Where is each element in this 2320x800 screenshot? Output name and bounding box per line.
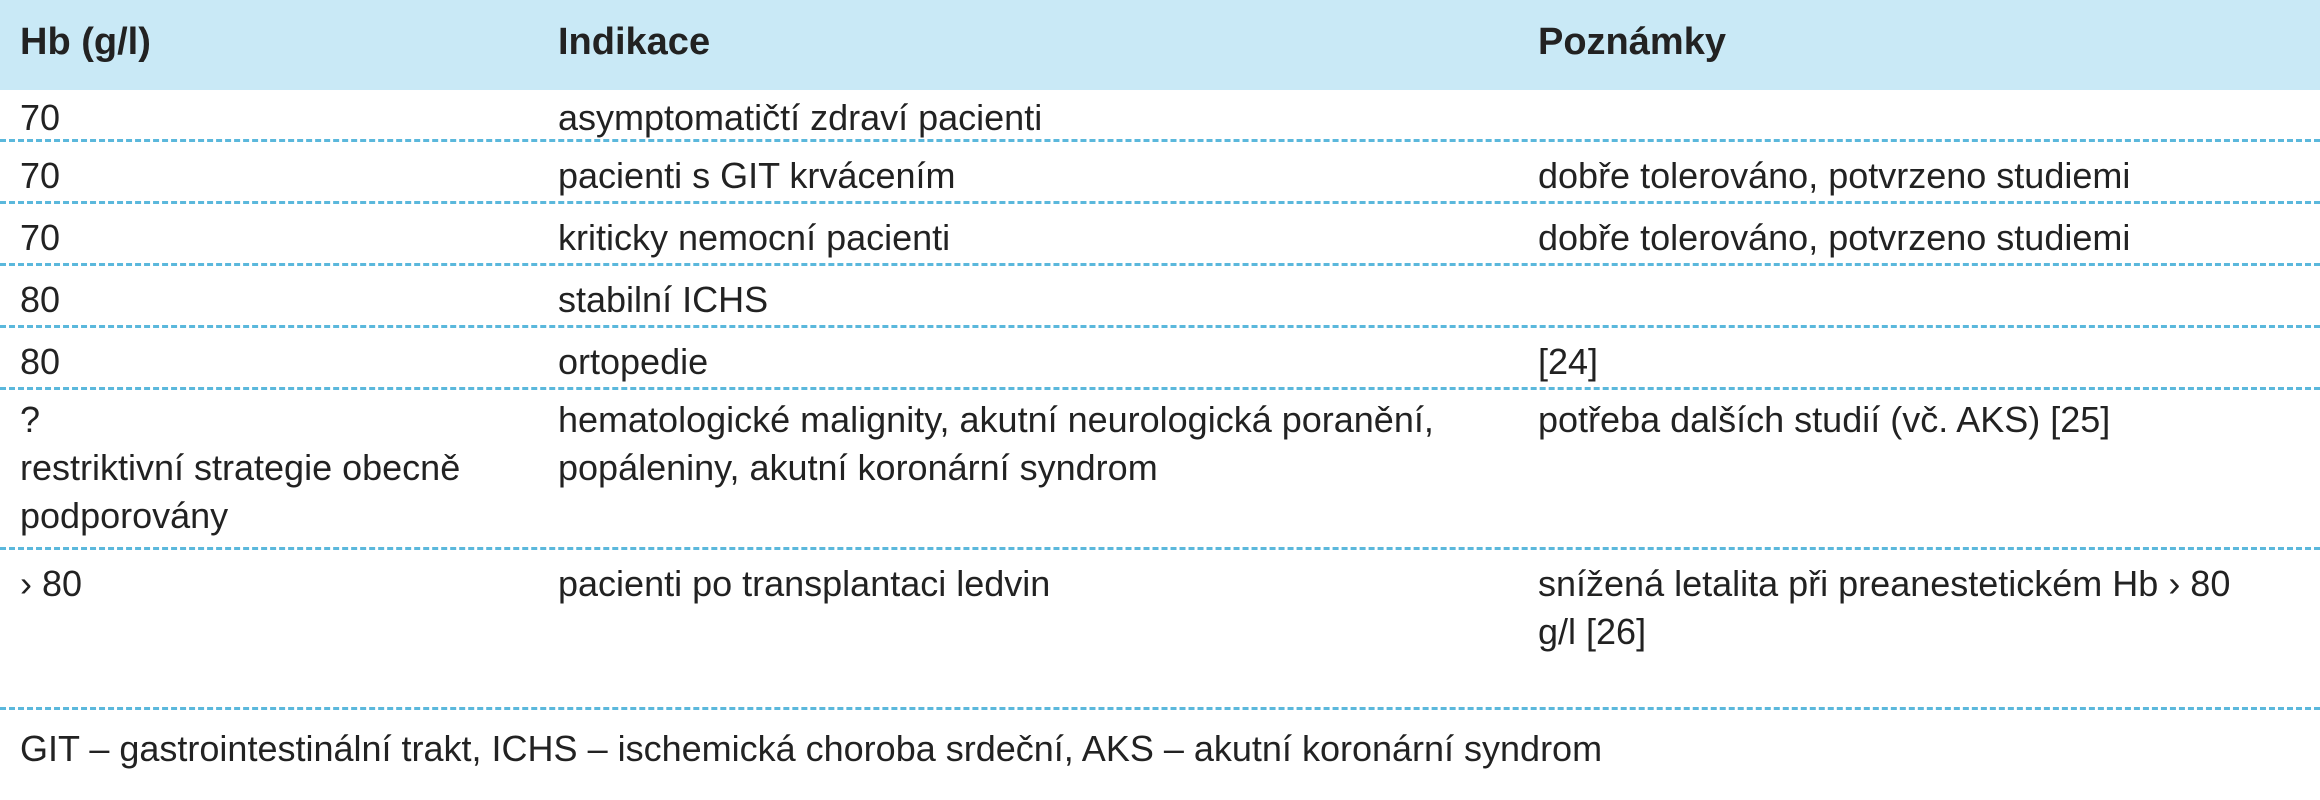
cell-indikace: stabilní ICHS <box>558 279 769 320</box>
cell-indikace: hematologické malignity, akutní neurologická poranění, popáleniny, akutní koronární syndrom <box>558 399 1434 488</box>
table-row <box>0 328 2320 390</box>
table-row <box>0 266 2320 328</box>
cell-hb: ? restriktivní strategie obecně podporovány <box>20 399 461 536</box>
cell-hb: 70 <box>20 155 61 196</box>
cell-poznamky: dobře tolerováno, potvrzeno studiemi <box>1538 217 2131 258</box>
cell-indikace: ortopedie <box>558 341 709 382</box>
header-poznamky: Poznámky <box>1538 21 1726 63</box>
cell-hb: › 80 <box>20 563 83 604</box>
cell-poznamky: [24] <box>1538 341 1599 382</box>
table-row <box>0 142 2320 204</box>
table-row <box>0 550 2320 710</box>
cell-indikace: kriticky nemocní pacienti <box>558 217 951 258</box>
table-footnote: GIT – gastrointestinální trakt, ICHS – ischemická choroba srdeční, AKS – akutní koronární syndrom <box>20 728 1603 769</box>
table-row <box>0 204 2320 266</box>
cell-hb: 70 <box>20 97 61 138</box>
cell-poznamky: potřeba dalších studií (vč. AKS) [25] <box>1538 399 2111 440</box>
header-hb: Hb (g/l) <box>20 21 151 63</box>
cell-indikace: asymptomatičtí zdraví pacienti <box>558 97 1043 138</box>
header-indikace: Indikace <box>558 21 711 63</box>
cell-poznamky: dobře tolerováno, potvrzeno studiemi <box>1538 155 2131 196</box>
cell-poznamky: snížená letalita při preanestetickém Hb › 80 g/l [26] <box>1538 563 2231 652</box>
cell-hb: 80 <box>20 279 61 320</box>
table-row <box>0 90 2320 142</box>
table-row <box>0 390 2320 550</box>
cell-hb: 70 <box>20 217 61 258</box>
cell-indikace: pacienti s GIT krvácením <box>558 155 956 196</box>
cell-indikace: pacienti po transplantaci ledvin <box>558 563 1051 604</box>
cell-hb: 80 <box>20 341 61 382</box>
table-header <box>0 0 2320 90</box>
